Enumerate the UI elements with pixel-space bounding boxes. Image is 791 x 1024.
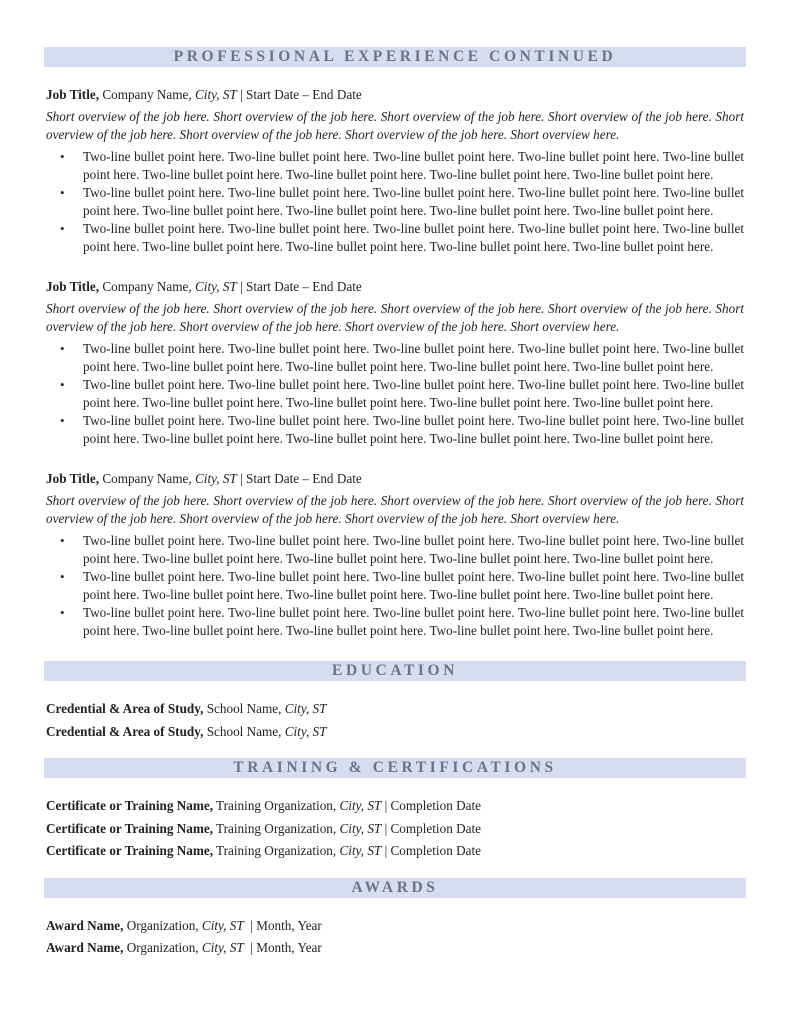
award-entry bbox=[46, 917, 322, 935]
bullet-icon: • bbox=[60, 221, 65, 236]
training-location: City, ST bbox=[339, 843, 382, 858]
bullet-item bbox=[46, 148, 744, 184]
bullet-item bbox=[46, 376, 744, 412]
bullet-text: Two-line bullet point here. Two-line bullet point here. Two-line bullet point here. Two-line bullet point here. Two-line bullet point here. Two-line bullet point here. Two-line bullet point here. Two-line bullet point here. Two-line bullet point here. bbox=[83, 377, 744, 410]
bullet-text: Two-line bullet point here. Two-line bullet point here. Two-line bullet point here. Two-line bullet point here. Two-line bullet point here. Two-line bullet point here. Two-line bullet point here. Two-line bullet point here. Two-line bullet point here. bbox=[83, 149, 744, 182]
bullet-text: Two-line bullet point here. Two-line bullet point here. Two-line bullet point here. Two-line bullet point here. Two-line bullet point here. Two-line bullet point here. Two-line bullet point here. Two-line bullet point here. Two-line bullet point here. bbox=[83, 221, 744, 254]
bullet-icon: • bbox=[60, 341, 65, 356]
award-date: | Month, Year bbox=[243, 940, 322, 955]
job-location: City, ST bbox=[194, 471, 237, 486]
bullet-item bbox=[46, 604, 744, 640]
job-overview: Short overview of the job here. Short overview of the job here. Short overview of the job here. Short overview of the job here. Short overview of the job here. Short overview of the job here. Short overview of the job here. Short overview here. bbox=[46, 109, 744, 142]
bullet-item bbox=[46, 532, 744, 568]
job-bullets bbox=[46, 148, 744, 256]
education-entry bbox=[46, 700, 327, 718]
job-heading bbox=[46, 86, 744, 104]
completion-date: | Completion Date bbox=[381, 843, 481, 858]
job-heading bbox=[46, 470, 744, 488]
job-entry bbox=[46, 278, 744, 448]
job-title: Job Title, bbox=[46, 279, 100, 294]
section-header-training: TRAINING & CERTIFICATIONS bbox=[44, 758, 746, 778]
award-entry bbox=[46, 939, 322, 957]
training-org: Training Organization, bbox=[213, 821, 340, 836]
bullet-icon: • bbox=[60, 185, 65, 200]
job-location: City, ST bbox=[194, 279, 237, 294]
section-header-education: EDUCATION bbox=[44, 661, 746, 681]
award-org: Organization, bbox=[123, 918, 202, 933]
job-title: Job Title, bbox=[46, 87, 100, 102]
job-overview: Short overview of the job here. Short overview of the job here. Short overview of the job here. Short overview of the job here. Short overview of the job here. Short overview of the job here. Short overview of the job here. Short overview here. bbox=[46, 301, 744, 334]
bullet-text: Two-line bullet point here. Two-line bullet point here. Two-line bullet point here. Two-line bullet point here. Two-line bullet point here. Two-line bullet point here. Two-line bullet point here. Two-line bullet point here. Two-line bullet point here. bbox=[83, 533, 744, 566]
training-entry bbox=[46, 842, 481, 860]
bullet-item bbox=[46, 412, 744, 448]
company-name: Company Name, bbox=[99, 279, 195, 294]
training-entry bbox=[46, 820, 481, 838]
job-dates: | Start Date – End Date bbox=[236, 279, 362, 294]
job-title: Job Title, bbox=[46, 471, 100, 486]
credential: Credential & Area of Study, bbox=[46, 724, 204, 739]
bullet-icon: • bbox=[60, 149, 65, 164]
certificate-name: Certificate or Training Name, bbox=[46, 843, 213, 858]
award-date: | Month, Year bbox=[243, 918, 322, 933]
bullet-text: Two-line bullet point here. Two-line bullet point here. Two-line bullet point here. Two-line bullet point here. Two-line bullet point here. Two-line bullet point here. Two-line bullet point here. Two-line bullet point here. Two-line bullet point here. bbox=[83, 341, 744, 374]
training-org: Training Organization, bbox=[213, 843, 340, 858]
school-name: School Name, bbox=[203, 701, 285, 716]
job-dates: | Start Date – End Date bbox=[236, 471, 362, 486]
certificate-name: Certificate or Training Name, bbox=[46, 798, 213, 813]
bullet-icon: • bbox=[60, 605, 65, 620]
award-org: Organization, bbox=[123, 940, 202, 955]
bullet-text: Two-line bullet point here. Two-line bullet point here. Two-line bullet point here. Two-line bullet point here. Two-line bullet point here. Two-line bullet point here. Two-line bullet point here. Two-line bullet point here. Two-line bullet point here. bbox=[83, 569, 744, 602]
school-name: School Name, bbox=[203, 724, 285, 739]
job-bullets bbox=[46, 532, 744, 640]
award-name: Award Name, bbox=[46, 918, 124, 933]
job-bullets bbox=[46, 340, 744, 448]
bullet-icon: • bbox=[60, 569, 65, 584]
bullet-text: Two-line bullet point here. Two-line bullet point here. Two-line bullet point here. Two-line bullet point here. Two-line bullet point here. Two-line bullet point here. Two-line bullet point here. Two-line bullet point here. Two-line bullet point here. bbox=[83, 185, 744, 218]
award-location: City, ST bbox=[201, 940, 244, 955]
completion-date: | Completion Date bbox=[381, 821, 481, 836]
training-org: Training Organization, bbox=[213, 798, 340, 813]
training-location: City, ST bbox=[339, 798, 382, 813]
completion-date: | Completion Date bbox=[381, 798, 481, 813]
award-location: City, ST bbox=[201, 918, 244, 933]
job-dates: | Start Date – End Date bbox=[236, 87, 362, 102]
school-location: City, ST bbox=[284, 724, 327, 739]
company-name: Company Name, bbox=[99, 87, 195, 102]
bullet-text: Two-line bullet point here. Two-line bullet point here. Two-line bullet point here. Two-line bullet point here. Two-line bullet point here. Two-line bullet point here. Two-line bullet point here. Two-line bullet point here. Two-line bullet point here. bbox=[83, 605, 744, 638]
job-heading bbox=[46, 278, 744, 296]
bullet-icon: • bbox=[60, 533, 65, 548]
education-entry bbox=[46, 723, 327, 741]
job-location: City, ST bbox=[194, 87, 237, 102]
job-overview: Short overview of the job here. Short overview of the job here. Short overview of the job here. Short overview of the job here. Short overview of the job here. Short overview of the job here. Short overview of the job here. Short overview here. bbox=[46, 493, 744, 526]
credential: Credential & Area of Study, bbox=[46, 701, 204, 716]
bullet-text: Two-line bullet point here. Two-line bullet point here. Two-line bullet point here. Two-line bullet point here. Two-line bullet point here. Two-line bullet point here. Two-line bullet point here. Two-line bullet point here. Two-line bullet point here. bbox=[83, 413, 744, 446]
section-header-experience: PROFESSIONAL EXPERIENCE CONTINUED bbox=[44, 47, 746, 67]
bullet-icon: • bbox=[60, 413, 65, 428]
training-entry bbox=[46, 797, 481, 815]
job-entry bbox=[46, 470, 744, 640]
bullet-item bbox=[46, 220, 744, 256]
bullet-item bbox=[46, 184, 744, 220]
bullet-item bbox=[46, 340, 744, 376]
bullet-icon: • bbox=[60, 377, 65, 392]
company-name: Company Name, bbox=[99, 471, 195, 486]
award-name: Award Name, bbox=[46, 940, 124, 955]
school-location: City, ST bbox=[284, 701, 327, 716]
section-header-awards: AWARDS bbox=[44, 878, 746, 898]
bullet-item bbox=[46, 568, 744, 604]
certificate-name: Certificate or Training Name, bbox=[46, 821, 213, 836]
training-location: City, ST bbox=[339, 821, 382, 836]
job-entry bbox=[46, 86, 744, 256]
